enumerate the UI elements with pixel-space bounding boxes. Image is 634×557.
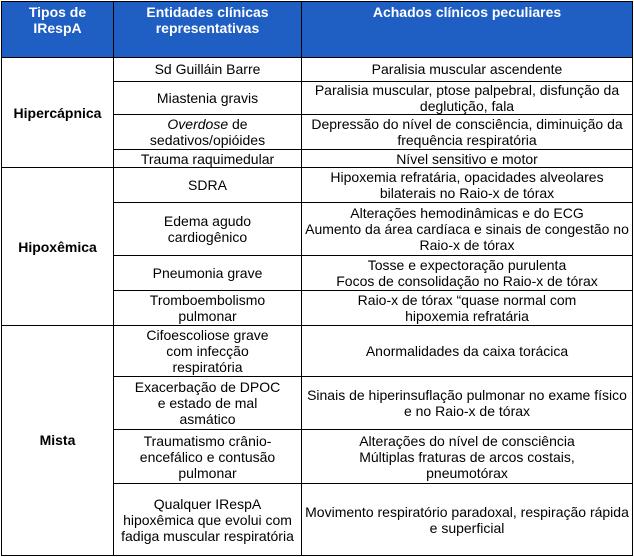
entity-cell: SDRA: [114, 168, 302, 203]
table-row: [2, 168, 633, 203]
findings-line: Alterações do nível de consciência: [359, 432, 575, 449]
findings-cell: [302, 203, 633, 256]
header-row: [2, 2, 633, 58]
type-cell-mista: Mista: [2, 325, 114, 555]
entity-cell: Trauma raquimedular: [114, 150, 302, 168]
entity-cell: Edema agudo cardiogênico: [114, 203, 302, 256]
findings-cell: Depressão do nível de consciência, diminuição da frequência respiratória: [302, 115, 633, 150]
entity-cell: Exacerbação de DPOC e estado de mal asmático: [114, 377, 302, 430]
findings-cell: Raio-x de tórax “quase normal com hipoxemia refratária: [302, 291, 633, 326]
findings-cell: Sinais de hiperinsuflação pulmonar no exame físico e no Raio-x de tórax: [302, 377, 633, 430]
header-entidades: Entidades clínicas representativas: [114, 2, 302, 58]
header-achados: Achados clínicos peculiares: [302, 2, 633, 58]
findings-cell: [302, 256, 633, 291]
findings-line: Focos de consolidação no Raio-x de tórax: [336, 273, 598, 290]
findings-line: Múltiplas fraturas de arcos costais, pneumotórax: [359, 448, 575, 481]
type-cell-hipoxemica: Hipoxêmica: [2, 168, 114, 325]
entity-cell: Traumatismo crânio-encefálico e contusão pulmonar: [114, 430, 302, 484]
entity-cell: Qualquer IRespA hipoxêmica que evolui com fadiga muscular respiratória: [114, 484, 302, 556]
findings-line: Tosse e expectoração purulenta: [367, 257, 567, 274]
entity-cell: Cifoescoliose grave com infecção respiratória: [114, 325, 302, 376]
findings-cell: Anormalidades da caixa torácica: [302, 325, 633, 376]
header-tipos: Tipos de IRespA: [2, 2, 114, 58]
findings-cell: Paralisia muscular, ptose palpebral, disfunção da deglutição, fala: [302, 81, 633, 115]
clinical-table: [1, 1, 633, 556]
entity-cell: Sd Guilláin Barre: [114, 58, 302, 82]
findings-cell: [302, 430, 633, 484]
findings-cell: Hipoxemia refratária, opacidades alveolares bilaterais no Raio-x de tórax: [302, 168, 633, 203]
findings-line: Alterações hemodinâmicas e do ECG: [350, 205, 584, 222]
entity-cell: Miastenia gravis: [114, 81, 302, 115]
findings-line: Aumento da área cardíaca e sinais de congestão no Raio-x de tórax: [305, 221, 629, 254]
entity-cell: [114, 115, 302, 150]
entity-cell: Pneumonia grave: [114, 256, 302, 291]
table-row: [2, 58, 633, 82]
findings-cell: Paralisia muscular ascendente: [302, 58, 633, 82]
findings-cell: Nível sensitivo e motor: [302, 150, 633, 168]
table-row: [2, 325, 633, 376]
entity-cell: Tromboembolismo pulmonar: [114, 291, 302, 326]
type-cell-hipercapnica: Hipercápnica: [2, 58, 114, 168]
entity-italic-text: Overdose: [167, 116, 229, 133]
findings-cell: Movimento respiratório paradoxal, respiração rápida e superficial: [302, 484, 633, 556]
entity-text: de sedativos/opióides: [149, 116, 266, 149]
